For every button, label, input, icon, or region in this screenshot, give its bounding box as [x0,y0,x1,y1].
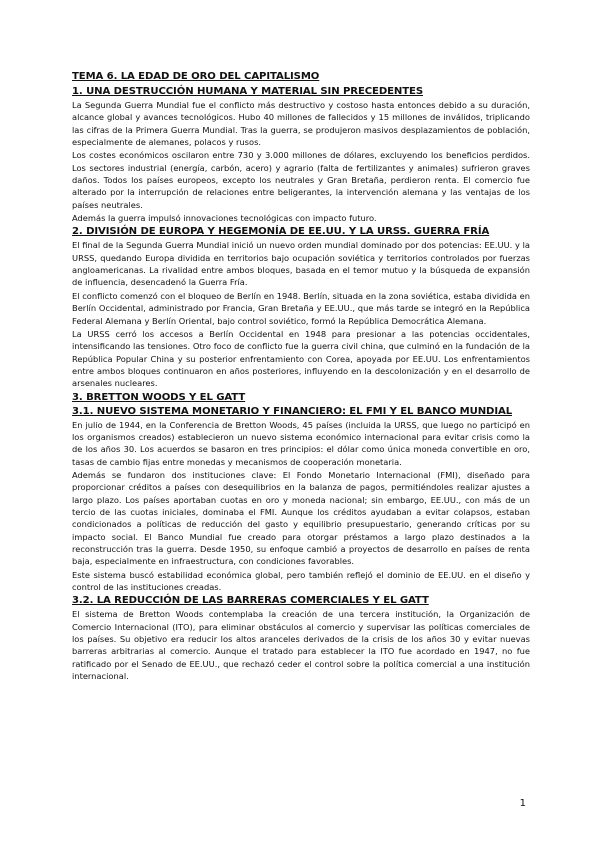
section-3-2 [72,594,530,682]
paragraph: En julio de 1944, en la Conferencia de Bretton Woods, 45 países (incluida la URSS, que luego no participó en los organismos creados) establecieron un nuevo sistema económico internacional para evitar crisis como la de los años 30. Los acuerdos se basaron en tres principios: el dólar como única moneda convertible en oro, tasas de cambio fijas entre monedas y mecanismos de cooperación monetaria. [72,419,530,467]
paragraph: Este sistema buscó estabilidad económica global, pero también reflejó el dominio de EE.UU. en el diseño y control de las instituciones creadas. [72,569,530,593]
section-1 [72,85,530,224]
section-heading: 3.1. NUEVO SISTEMA MONETARIO Y FINANCIERO: EL FMI Y EL BANCO MUNDIAL [72,405,513,417]
section-heading: 3. BRETTON WOODS Y EL GATT [72,391,246,403]
section-2 [72,225,530,389]
section-heading: 3.2. LA REDUCCIÓN DE LAS BARRERAS COMERCIALES Y EL GATT [72,595,429,607]
document-page [72,70,530,683]
paragraph: La Segunda Guerra Mundial fue el conflicto más destructivo y costoso hasta entonces debido a su duración, alcance global y avances tecnológicos. Hubo 40 millones de fallecidos y 15 millones de inválidos, triplicando las cifras de la Primera Guerra Mundial. Tras la guerra, se produjeron masivos desplazamientos de población, especialmente de alemanes, polacos y rusos. [72,100,530,148]
paragraph: El final de la Segunda Guerra Mundial inició un nuevo orden mundial dominado por dos potencias: EE.UU. y la URSS, quedando Europa dividida en territorios bajo ocupación soviética y territorios controlados por fuerzas angloamericanas. La rivalidad entre ambos bloques, basada en el temor mutuo y la búsqueda de expansión de influencia, desencadenó la Guerra Fría. [72,240,530,288]
paragraph: La URSS cerró los accesos a Berlín Occidental en 1948 para presionar a las potencias occidentales, intensificando las tensiones. Otro foco de conflicto fue la guerra civil china, que culminó en la fundación de la República Popular China y su posterior enfrentamiento con Corea, apoyada por EE.UU. Los enfrentamientos entre ambos bloques continuaron en años posteriores, influyendo en la descolonización y en el desarrollo de arsenales nucleares. [72,328,530,389]
paragraph: Además se fundaron dos instituciones clave: El Fondo Monetario Internacional (FMI), diseñado para proporcionar créditos a países con desequilibrios en la balanza de pagos, permitiéndoles realizar ajustes a largo plazo. Los países aportaban cuotas en oro y moneda nacional; sin embargo, EE.UU., con más de un tercio de las cuotas iniciales, dominaba el FMI. Aunque los créditos ayudaban a evitar colapsos, estaban condicionados a políticas de reducción del gasto y equilibrio presupuestario, generando críticas por su impacto social. El Banco Mundial fue creado para otorgar préstamos a largo plazo destinados a la reconstrucción tras la guerra. Desde 1950, su enfoque cambió a proyectos de desarrollo en países de renta baja, especialmente en infraestructura, con condiciones favorables. [72,469,530,567]
paragraph: El sistema de Bretton Woods contemplaba la creación de una tercera institución, la Organización de Comercio Internacional (ITO), para eliminar obstáculos al comercio y supervisar las políticas comerciales de los países. Su objetivo era reducir los altos aranceles derivados de la crisis de los años 30 y evitar nuevas barreras arbitrarias al comercio. Aunque el tratado para establecer la ITO fue acordado en 1947, no fue ratificado por el Senado de EE.UU., que rechazó ceder el control sobre la política comercial a una institución internacional. [72,609,530,682]
section-3 [72,391,530,405]
paragraph: El conflicto comenzó con el bloqueo de Berlín en 1948. Berlín, situada en la zona soviética, estaba dividida en Berlín Occidental, administrado por Francia, Gran Bretaña y EE.UU., que más tarde se integró en la República Federal Alemana y Berlín Oriental, bajo control soviético, formó la República Democrática Alemana. [72,290,530,326]
section-heading: 2. DIVISIÓN DE EUROPA Y HEGEMONÍA DE EE.UU. Y LA URSS. GUERRA FRÍA [72,226,490,238]
section-3-1 [72,405,530,594]
paragraph: Los costes económicos oscilaron entre 730 y 3.000 millones de dólares, excluyendo los beneficios perdidos. Los sectores industrial (energía, carbón, acero) y agrario (falta de fertilizantes y animales) sufrieron graves daños. Todos los países europeos, excepto los neutrales y Gran Bretaña, perdieron renta. El comercio fue alterado por la interrupción de relaciones entre beligerantes, la intervención alemana y las ventajas de los países neutrales. [72,150,530,210]
document-title: TEMA 6. LA EDAD DE ORO DEL CAPITALISMO [72,71,320,82]
section-heading: 1. UNA DESTRUCCIÓN HUMANA Y MATERIAL SIN PRECEDENTES [72,86,424,97]
page-number: 1 [519,798,526,809]
paragraph: Además la guerra impulsó innovaciones tecnológicas con impacto futuro. [72,213,377,224]
